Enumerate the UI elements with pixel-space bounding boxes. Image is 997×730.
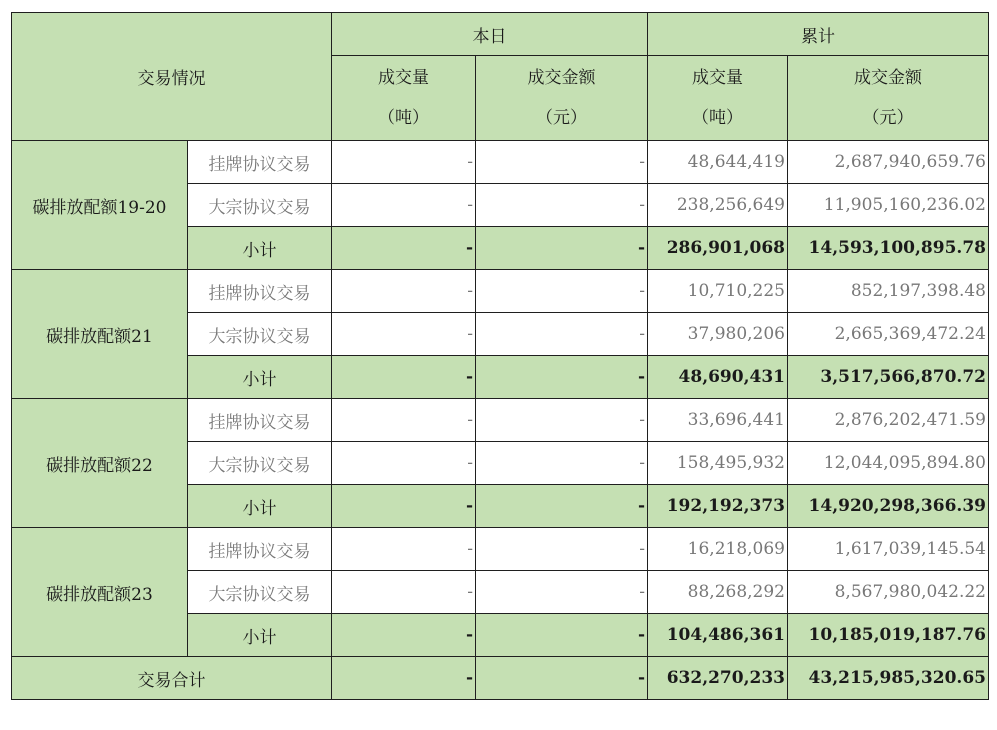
today-volume-cell: - xyxy=(332,399,476,442)
today-amount-cell: - xyxy=(476,313,648,356)
cum-amount-cell: 8,567,980,042.22 xyxy=(788,571,989,614)
today-amount-cell: - xyxy=(476,399,648,442)
today-volume-cell: - xyxy=(332,141,476,184)
cum-volume-cell: 48,644,419 xyxy=(648,141,788,184)
today-volume-cell: - xyxy=(332,528,476,571)
cum-amount-cell: 2,876,202,471.59 xyxy=(788,399,989,442)
trade-type: 大宗协议交易 xyxy=(188,313,332,356)
subtotal-cum-volume: 104,486,361 xyxy=(648,614,788,657)
subtotal-label: 小计 xyxy=(188,485,332,528)
header-amount-label: 成交金额 xyxy=(854,68,922,88)
header-volume-label: 成交量 xyxy=(378,68,429,88)
table-row xyxy=(12,270,989,313)
header-amount-unit: （元） xyxy=(862,108,914,128)
table-body xyxy=(12,13,989,700)
header-amount-label: 成交金额 xyxy=(527,68,596,88)
total-cum-amount: 43,215,985,320.65 xyxy=(788,657,989,700)
header-cum-amount xyxy=(788,56,989,141)
group-name: 碳排放配额21 xyxy=(12,270,188,399)
header-volume-label: 成交量 xyxy=(692,68,743,88)
header-volume-unit: （吨） xyxy=(692,108,743,128)
header-category: 交易情况 xyxy=(12,13,332,141)
today-volume-cell: - xyxy=(332,442,476,485)
cum-volume-cell: 16,218,069 xyxy=(648,528,788,571)
today-volume-cell: - xyxy=(332,270,476,313)
trade-type: 挂牌协议交易 xyxy=(188,141,332,184)
header-amount-unit: （元） xyxy=(536,108,587,128)
header-today-volume xyxy=(332,56,476,141)
trade-type: 大宗协议交易 xyxy=(188,184,332,227)
cum-amount-cell: 11,905,160,236.02 xyxy=(788,184,989,227)
subtotal-today-amount: - xyxy=(476,614,648,657)
cum-amount-cell: 2,687,940,659.76 xyxy=(788,141,989,184)
subtotal-label: 小计 xyxy=(188,227,332,270)
subtotal-cum-amount: 14,593,100,895.78 xyxy=(788,227,989,270)
today-amount-cell: - xyxy=(476,442,648,485)
total-label: 交易合计 xyxy=(12,657,332,700)
subtotal-label: 小计 xyxy=(188,614,332,657)
today-amount-cell: - xyxy=(476,184,648,227)
subtotal-today-amount: - xyxy=(476,356,648,399)
trading-summary-table xyxy=(11,12,989,700)
cum-volume-cell: 37,980,206 xyxy=(648,313,788,356)
subtotal-cum-amount: 10,185,019,187.76 xyxy=(788,614,989,657)
total-cum-volume: 632,270,233 xyxy=(648,657,788,700)
today-amount-cell: - xyxy=(476,141,648,184)
subtotal-today-volume: - xyxy=(332,227,476,270)
cum-amount-cell: 852,197,398.48 xyxy=(788,270,989,313)
group-name: 碳排放配额23 xyxy=(12,528,188,657)
today-amount-cell: - xyxy=(476,270,648,313)
cum-amount-cell: 12,044,095,894.80 xyxy=(788,442,989,485)
cum-amount-cell: 2,665,369,472.24 xyxy=(788,313,989,356)
today-amount-cell: - xyxy=(476,571,648,614)
header-today-amount xyxy=(476,56,648,141)
group-name: 碳排放配额22 xyxy=(12,399,188,528)
subtotal-today-amount: - xyxy=(476,485,648,528)
header-today: 本日 xyxy=(332,13,648,56)
subtotal-cum-volume: 192,192,373 xyxy=(648,485,788,528)
cum-volume-cell: 88,268,292 xyxy=(648,571,788,614)
trade-type: 大宗协议交易 xyxy=(188,442,332,485)
subtotal-today-volume: - xyxy=(332,356,476,399)
header-row-1 xyxy=(12,13,989,56)
cum-volume-cell: 238,256,649 xyxy=(648,184,788,227)
subtotal-label: 小计 xyxy=(188,356,332,399)
table-row xyxy=(12,528,989,571)
subtotal-today-amount: - xyxy=(476,227,648,270)
total-row xyxy=(12,657,989,700)
group-name: 碳排放配额19-20 xyxy=(12,141,188,270)
header-cumulative: 累计 xyxy=(648,13,989,56)
table-row xyxy=(12,141,989,184)
trade-type: 挂牌协议交易 xyxy=(188,528,332,571)
today-volume-cell: - xyxy=(332,184,476,227)
subtotal-today-volume: - xyxy=(332,614,476,657)
today-amount-cell: - xyxy=(476,528,648,571)
cum-volume-cell: 158,495,932 xyxy=(648,442,788,485)
cum-amount-cell: 1,617,039,145.54 xyxy=(788,528,989,571)
cum-volume-cell: 10,710,225 xyxy=(648,270,788,313)
total-today-amount: - xyxy=(476,657,648,700)
total-today-volume: - xyxy=(332,657,476,700)
table-row xyxy=(12,399,989,442)
cum-volume-cell: 33,696,441 xyxy=(648,399,788,442)
today-volume-cell: - xyxy=(332,313,476,356)
header-cum-volume xyxy=(648,56,788,141)
subtotal-cum-amount: 3,517,566,870.72 xyxy=(788,356,989,399)
trade-type: 大宗协议交易 xyxy=(188,571,332,614)
subtotal-today-volume: - xyxy=(332,485,476,528)
subtotal-cum-volume: 48,690,431 xyxy=(648,356,788,399)
subtotal-cum-amount: 14,920,298,366.39 xyxy=(788,485,989,528)
trade-type: 挂牌协议交易 xyxy=(188,399,332,442)
header-volume-unit: （吨） xyxy=(378,108,429,128)
today-volume-cell: - xyxy=(332,571,476,614)
trade-type: 挂牌协议交易 xyxy=(188,270,332,313)
subtotal-cum-volume: 286,901,068 xyxy=(648,227,788,270)
